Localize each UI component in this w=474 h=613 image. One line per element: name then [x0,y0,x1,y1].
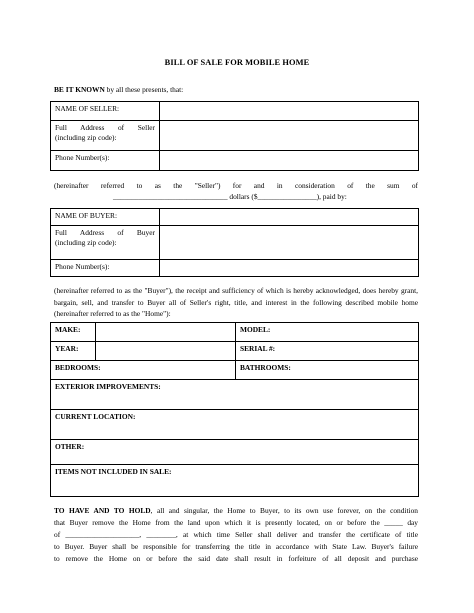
year-label: YEAR: [51,342,96,361]
buyer-name-label: NAME OF BUYER: [51,209,160,226]
buyer-address-label-line1: Full Address of Buyer [55,228,155,237]
bedrooms-field[interactable]: BEDROOMS: [51,361,236,380]
seller-address-label-line1: Full Address of Seller [55,123,155,132]
buyer-phone-label: Phone Number(s): [51,260,160,277]
closing-line-4: to Buyer. Buyer shall be responsible for transferring the title in accordance with State Law. Buyer's failure [54,542,418,551]
make-label: MAKE: [51,323,96,342]
buyer-address-label-line2: (including zip code): [55,237,117,247]
model-field[interactable]: MODEL: [236,323,419,342]
buyer-address-label [51,226,160,260]
intro-bold: BE IT KNOWN [54,85,105,94]
closing-line-1 [54,505,418,517]
seller-address-field[interactable] [160,121,419,151]
serial-field[interactable]: SERIAL #: [236,342,419,361]
closing-line-5: to remove the Home on or before the said date shall result in forfeiture of all deposit and purchase [54,554,418,563]
consideration-line-1: (hereinafter referred to as the "Seller") for and in consideration of the sum of [54,181,418,190]
make-field[interactable] [96,323,236,342]
seller-phone-field[interactable] [160,151,419,171]
seller-address-label-line2: (including zip code): [55,132,117,142]
closing-bold: TO HAVE AND TO HOLD [54,506,151,515]
seller-table [50,101,419,171]
bathrooms-field[interactable]: BATHROOMS: [236,361,419,380]
consideration-line-2: _______________________________ dollars ($________________), paid by: [113,192,347,201]
home-table [50,322,419,497]
seller-address-label [51,121,160,151]
other-field[interactable]: OTHER: [51,440,419,465]
buyer-name-field[interactable] [160,209,419,226]
seller-phone-label: Phone Number(s): [51,151,160,171]
seller-name-field[interactable] [160,102,419,121]
closing-line-1-rest: , all and singular, the Home to Buyer, to its own use forever, on the condition [150,506,418,515]
buyer-address-field[interactable] [160,226,419,260]
document-title: BILL OF SALE FOR MOBILE HOME [164,58,310,67]
items-not-included-field[interactable]: ITEMS NOT INCLUDED IN SALE: [51,465,419,497]
buyer-phone-field[interactable] [160,260,419,277]
seller-name-label: NAME OF SELLER: [51,102,160,121]
buyer-table [50,208,419,277]
intro-rest: by all these presents, that: [104,85,184,94]
closing-line-2: that Buyer remove the Home from the land upon which it is presently located, on or before the _____ day [54,518,418,527]
intro-line [54,84,418,96]
closing-line-3: of ____________________, ________, at which time Seller shall deliver and transfer the certificate of title [54,530,418,539]
year-field[interactable] [96,342,236,361]
current-location-field[interactable]: CURRENT LOCATION: [51,410,419,440]
exterior-improvements-field[interactable]: EXTERIOR IMPROVEMENTS: [51,380,419,410]
transfer-paragraph: (hereinafter referred to as the "Buyer"), the receipt and sufficiency of which is hereby acknowledged, does hereby grant, bargain, sell, and transfer to Buyer all of Seller's right, title, and interest in the following described mobile home (hereinafter referred to as the "Home"): [54,286,418,319]
